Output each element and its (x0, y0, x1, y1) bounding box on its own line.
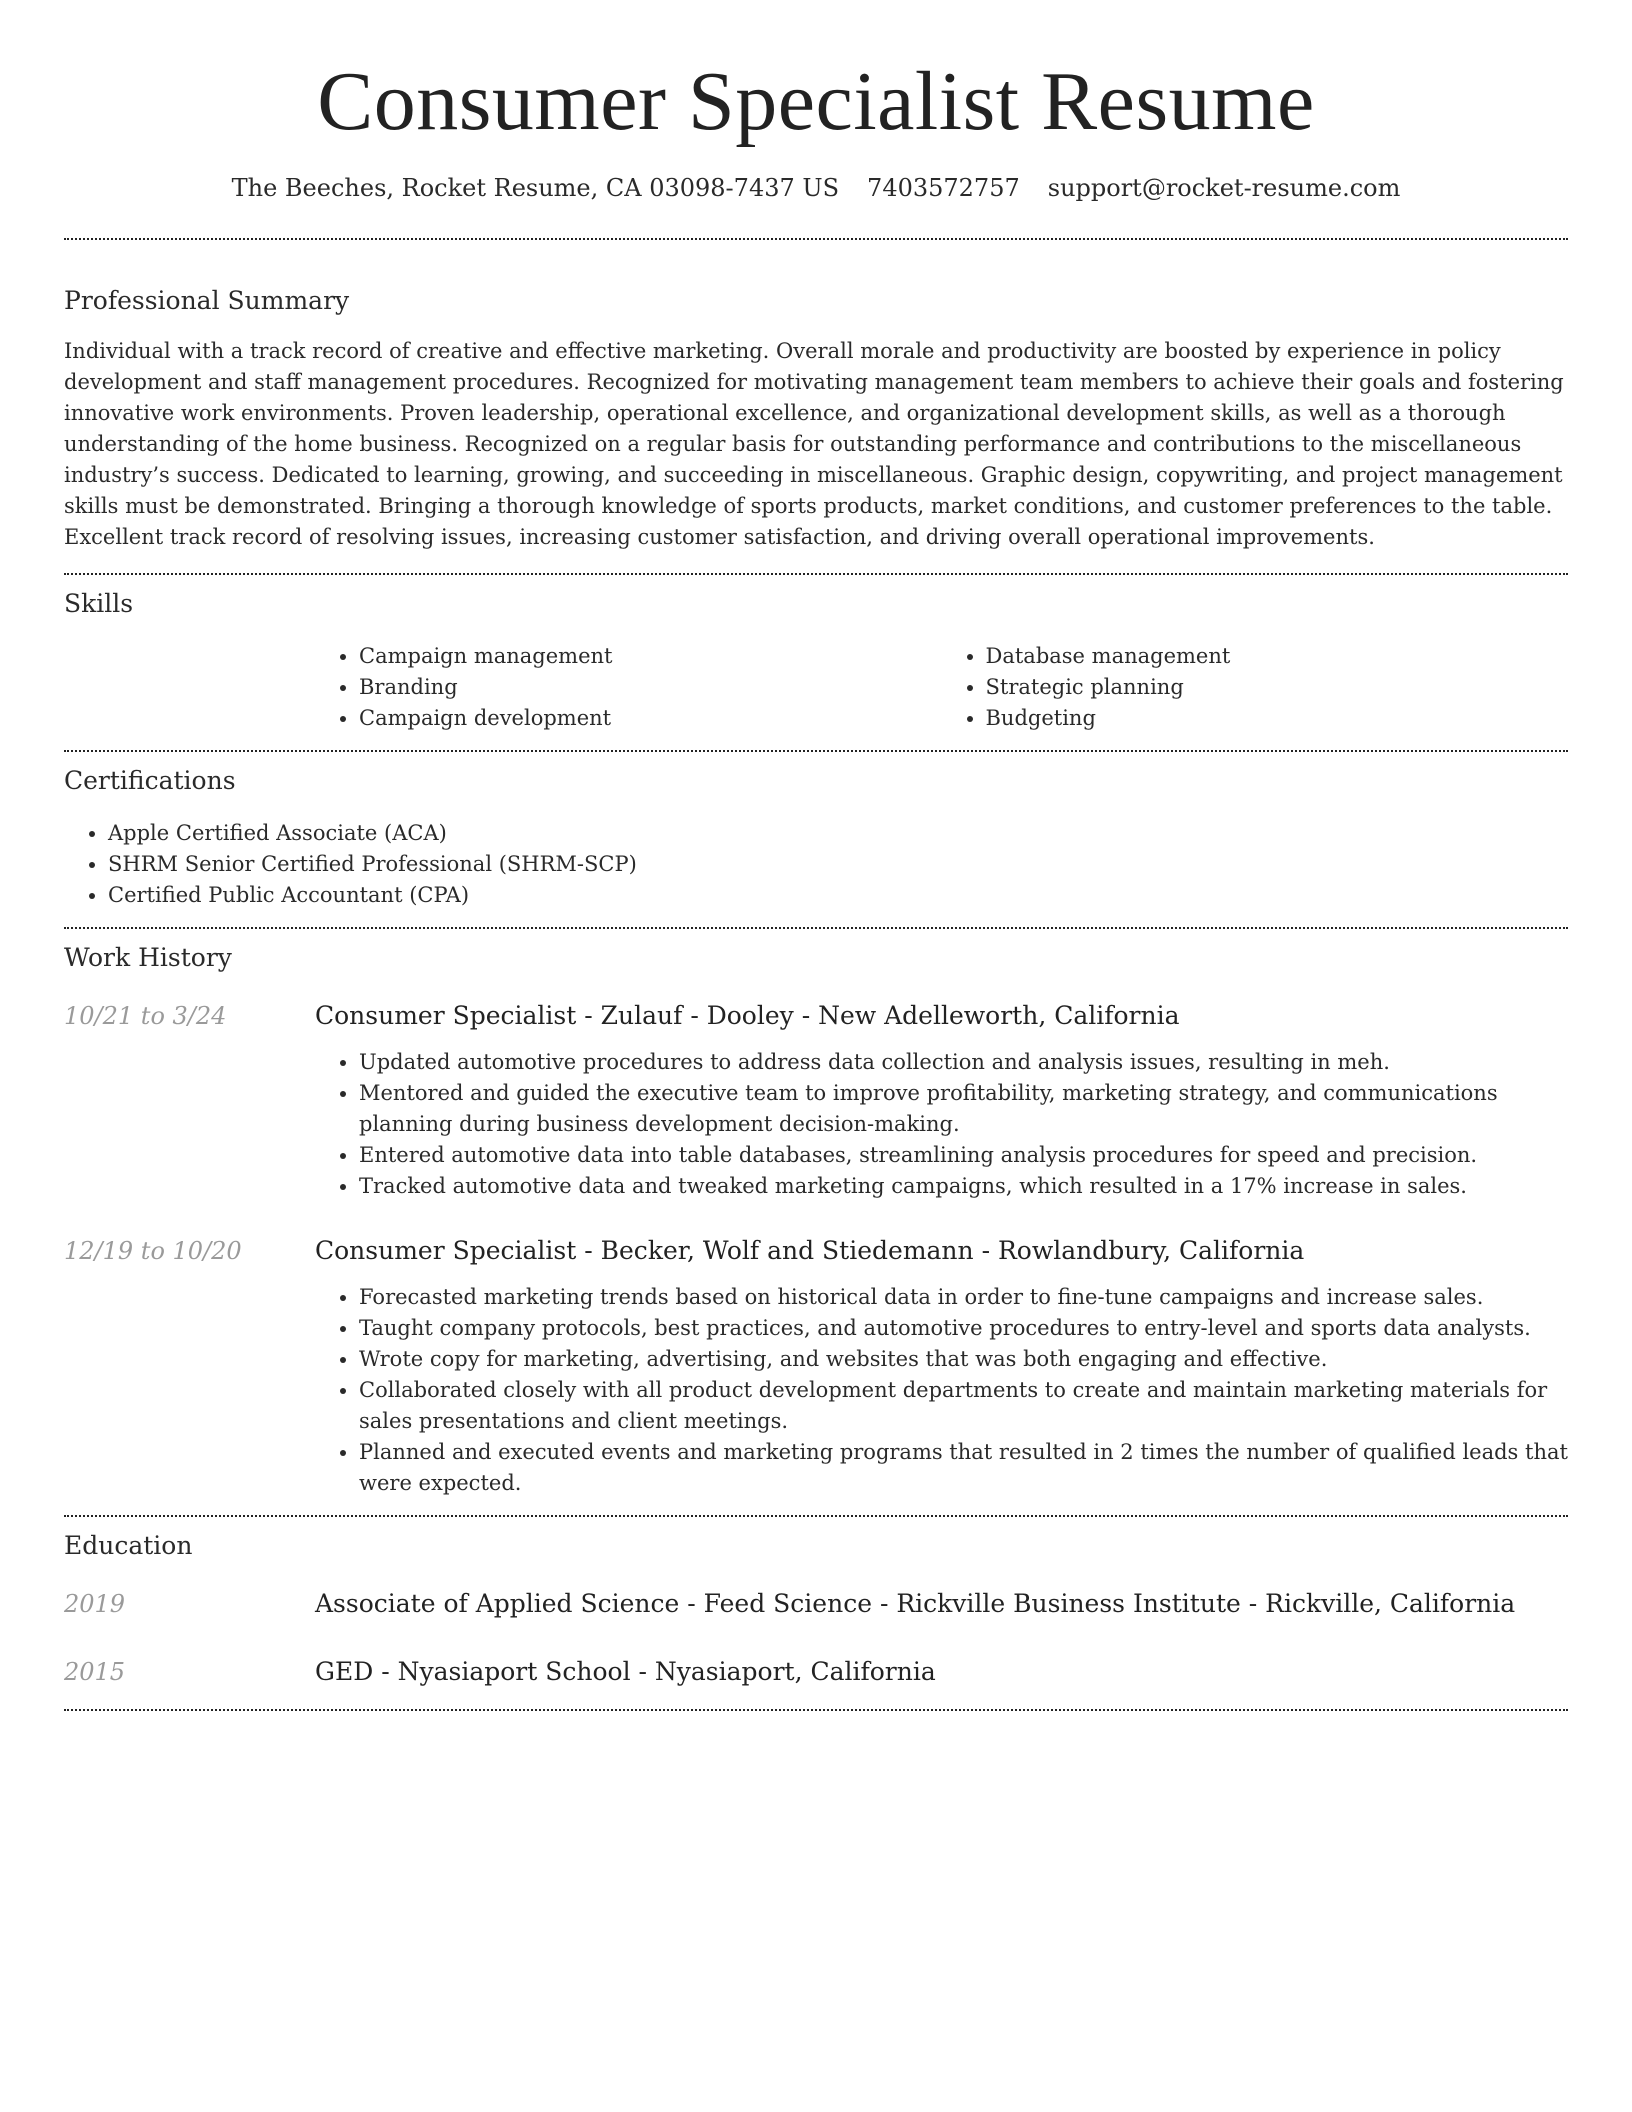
education-year: 2019 (64, 1590, 126, 1618)
education-heading: Education (64, 1531, 193, 1560)
job-details (315, 999, 1568, 1202)
list-item: • Apple Certified Associate (ACA) (108, 818, 1568, 849)
divider (64, 1709, 1568, 1711)
divider (64, 750, 1568, 752)
summary-section (64, 284, 1568, 553)
list-item: • Mentored and guided the executive team to improve profitability, marketing strategy, and communications planning during business development decision-making. (359, 1078, 1568, 1140)
skills-right-column (942, 641, 1569, 734)
list-item: • Planned and executed events and marketing programs that resulted in 2 times the number of qualified leads that were expected. (359, 1437, 1568, 1499)
skills-heading: Skills (64, 589, 134, 618)
contact-email: support@rocket-resume.com (1047, 174, 1401, 202)
list-item: • Tracked automotive data and tweaked marketing campaigns, which resulted in a 17% increase in sales. (359, 1171, 1568, 1202)
skills-list (315, 641, 1568, 734)
certifications-section (64, 764, 1568, 911)
list-item: • Strategic planning (986, 672, 1569, 703)
list-item: • Wrote copy for marketing, advertising, and websites that was both engaging and effective. (359, 1344, 1568, 1375)
skills-left-column (315, 641, 942, 734)
divider (64, 927, 1568, 929)
contact-address: The Beeches, Rocket Resume, CA 03098-7437 US (231, 174, 840, 202)
education-detail: Associate of Applied Science - Feed Science - Rickville Business Institute - Rickville, California (315, 1589, 1516, 1618)
job-dates: 12/19 to 10/20 (64, 1237, 242, 1265)
list-item: • Collaborated closely with all product development departments to create and maintain marketing materials for sales presentations and client meetings. (359, 1375, 1568, 1437)
summary-heading: Professional Summary (64, 286, 350, 315)
job-title: Consumer Specialist - Becker, Wolf and Stiedemann - Rowlandbury, California (315, 1236, 1305, 1265)
job-details (315, 1234, 1568, 1499)
education-year: 2015 (64, 1658, 126, 1686)
divider (64, 573, 1568, 575)
list-item: • Branding (359, 672, 942, 703)
list-item: • Updated automotive procedures to address data collection and analysis issues, resulting in meh. (359, 1047, 1568, 1078)
list-item: • Campaign development (359, 703, 942, 734)
education-entry (64, 1587, 1568, 1621)
job-bullets (315, 1047, 1568, 1202)
list-item: • Taught company protocols, best practices, and automotive procedures to entry-level and sports data analysts. (359, 1313, 1568, 1344)
list-item: • Entered automotive data into table databases, streamlining analysis procedures for speed and precision. (359, 1140, 1568, 1171)
contact-line (64, 172, 1568, 204)
certifications-list (64, 818, 1568, 911)
skills-section (64, 587, 1568, 734)
job-title: Consumer Specialist - Zulauf - Dooley - New Adelleworth, California (315, 1001, 1180, 1030)
list-item: • Budgeting (986, 703, 1569, 734)
list-item: • SHRM Senior Certified Professional (SHRM-SCP) (108, 849, 1568, 880)
list-item: • Database management (986, 641, 1569, 672)
divider (64, 238, 1568, 240)
list-item: • Forecasted marketing trends based on historical data in order to fine-tune campaigns and increase sales. (359, 1282, 1568, 1313)
work-heading: Work History (64, 943, 232, 972)
job-dates: 10/21 to 3/24 (64, 1002, 227, 1030)
contact-phone: 7403572757 (867, 174, 1020, 202)
resume-page (64, 0, 1568, 1711)
job-bullets (315, 1282, 1568, 1499)
work-section (64, 941, 1568, 1499)
divider (64, 1515, 1568, 1517)
education-detail: GED - Nyasiaport School - Nyasiaport, California (315, 1657, 936, 1686)
certifications-heading: Certifications (64, 766, 236, 795)
education-entry (64, 1655, 1568, 1689)
list-item: • Certified Public Accountant (CPA) (108, 880, 1568, 911)
job-entry (64, 1234, 1568, 1499)
education-section (64, 1529, 1568, 1689)
page-title: Consumer Specialist Resume (317, 55, 1315, 148)
list-item: • Campaign management (359, 641, 942, 672)
summary-text: Individual with a track record of creative and effective marketing. Overall morale and productivity are boosted by experience in policy development and staff management procedures. Recognized for motivating management team members to achieve their goals and fostering innovative work environments. Proven leadership, operational excellence, and organizational development skills, as well as a thorough understanding of the home business. Recognized on a regular basis for outstanding performance and contributions to the miscellaneous industry’s success. Dedicated to learning, growing, and succeeding in miscellaneous. Graphic design, copywriting, and project management skills must be demonstrated. Bringing a thorough knowledge of sports products, market conditions, and customer preferences to the table. Excellent track record of resolving issues, increasing customer satisfaction, and driving overall operational improvements. (64, 339, 1564, 549)
job-entry (64, 999, 1568, 1202)
